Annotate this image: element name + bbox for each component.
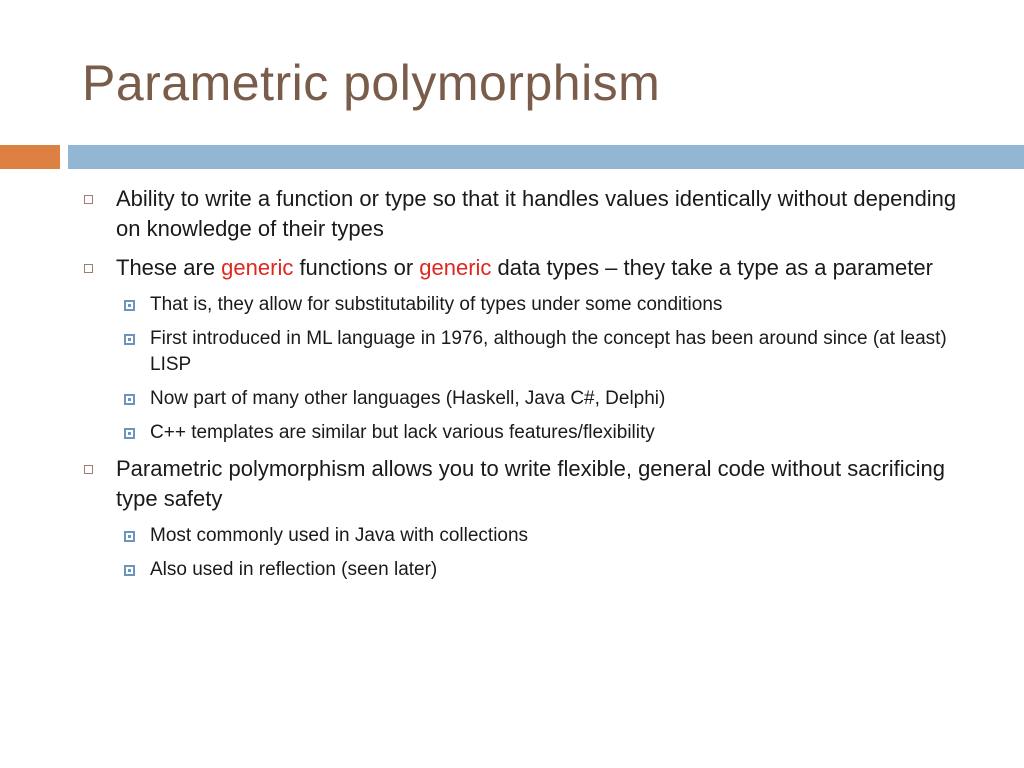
sub-bullet-text: C++ templates are similar but lack various features/flexibility [150, 422, 655, 443]
sub-bullet-text: That is, they allow for substitutability of types under some conditions [150, 294, 723, 315]
slide-title: Parametric polymorphism [82, 55, 661, 111]
sub-bullet [80, 386, 980, 412]
sub-bullet-text: Most commonly used in Java with collections [150, 525, 529, 546]
bullet-text-part: functions or [293, 255, 420, 280]
accent-bar-orange [0, 145, 60, 169]
bullet-2 [80, 253, 980, 283]
sub-bullet-text: Now part of many other languages (Haskell, Java C#, Delphi) [150, 388, 666, 409]
bullet-text: Ability to write a function or type so that it handles values identically without depending on knowledge of their types [116, 186, 957, 241]
sub-bullet [80, 523, 980, 549]
bullet-1 [80, 184, 980, 244]
highlight-generic: generic [221, 255, 294, 280]
bullet-text-part: data types – they take a type as a parameter [491, 255, 933, 280]
square-bullet-icon [124, 300, 135, 311]
bullet-text: Parametric polymorphism allows you to write flexible, general code without sacrificing type safety [116, 456, 946, 511]
hollow-square-bullet-icon [84, 195, 93, 204]
hollow-square-bullet-icon [84, 264, 93, 273]
square-bullet-icon [124, 334, 135, 345]
accent-bar-blue [68, 145, 1024, 169]
sub-bullet-text: Also used in reflection (seen later) [150, 559, 438, 580]
sub-bullet [80, 326, 980, 378]
sub-bullet-text: First introduced in ML language in 1976, although the concept has been around since (at least) LISP [150, 328, 947, 375]
slide-content [80, 184, 980, 591]
sub-bullet [80, 292, 980, 318]
square-bullet-icon [124, 565, 135, 576]
highlight-generic: generic [419, 255, 492, 280]
square-bullet-icon [124, 531, 135, 542]
sub-bullet [80, 557, 980, 583]
bullet-3 [80, 454, 980, 514]
bullet-text-part: These are [116, 255, 222, 280]
square-bullet-icon [124, 428, 135, 439]
square-bullet-icon [124, 394, 135, 405]
sub-bullet [80, 420, 980, 446]
hollow-square-bullet-icon [84, 465, 93, 474]
